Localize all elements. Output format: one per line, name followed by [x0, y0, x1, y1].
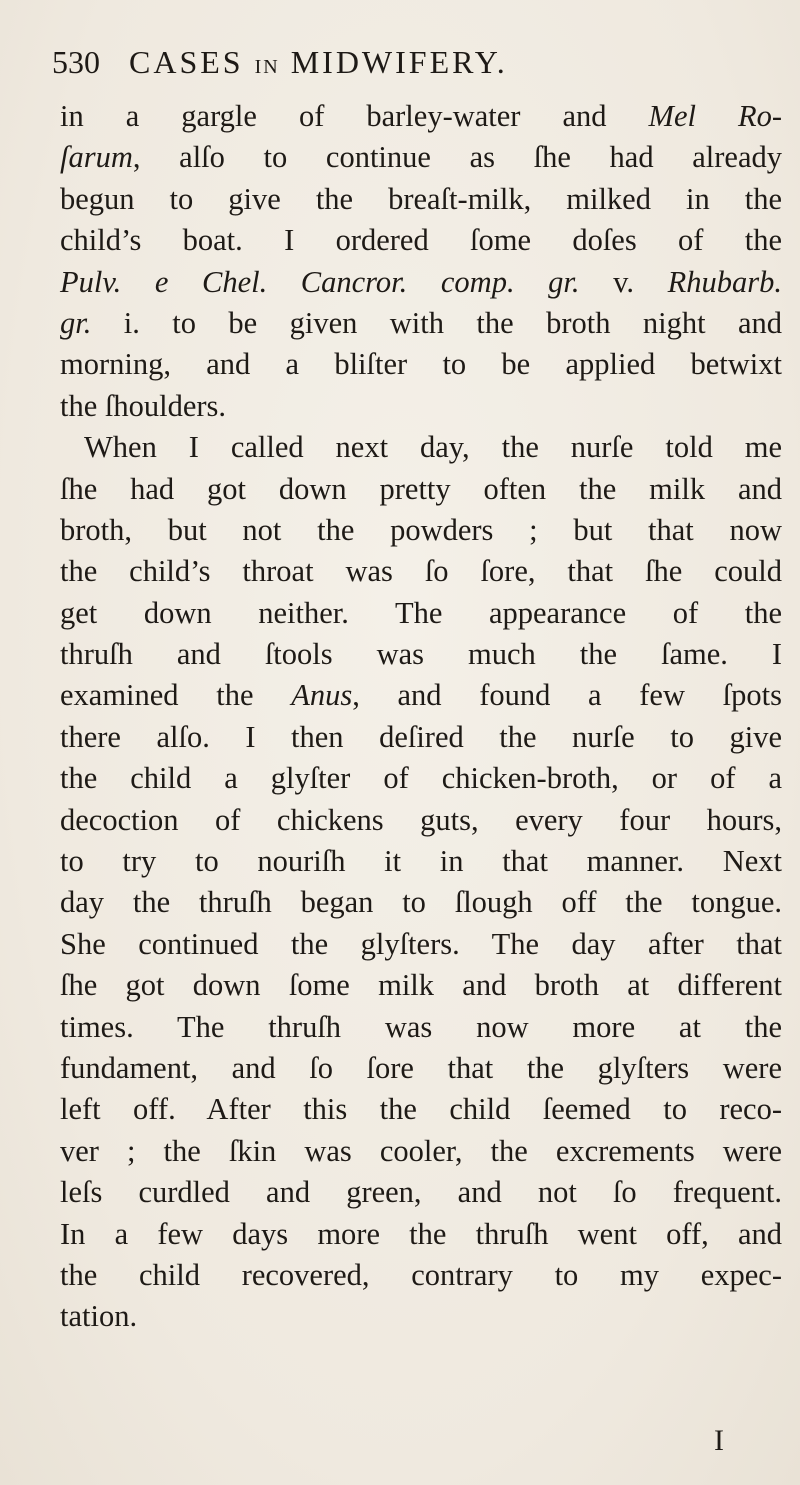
text-run: examined the — [60, 678, 292, 713]
text-run: , alſo to continue as ſhe had already — [132, 140, 782, 175]
italic-text-run: Pulv. e Chel. Cancror. comp. gr. — [60, 264, 580, 299]
text-line — [60, 1048, 782, 1089]
text-line — [60, 841, 782, 882]
text-run: In a few days more the thruſh went off, and — [60, 1216, 782, 1251]
text-line — [60, 1089, 782, 1130]
text-line — [60, 1172, 782, 1213]
text-line — [60, 924, 782, 965]
text-line — [60, 1214, 782, 1255]
text-run: day the thruſh began to ſlough off the tongue. — [60, 885, 782, 920]
text-line — [60, 965, 782, 1006]
running-header — [52, 44, 752, 92]
text-run: ſhe had got down pretty often the milk and — [60, 471, 782, 506]
text-run: tation. — [60, 1299, 138, 1334]
italic-text-run: Anus — [291, 678, 353, 713]
text-run: begun to give the breaſt-milk, milked in the — [60, 181, 782, 216]
text-run: child’s boat. I ordered ſome doſes of the — [60, 223, 782, 258]
text-run: ſhe got down ſome milk and broth at different — [60, 968, 782, 1003]
text-run: the child recovered, contrary to my expec- — [60, 1257, 782, 1292]
text-line — [60, 675, 782, 716]
text-line — [60, 551, 782, 592]
text-line — [60, 1296, 782, 1337]
running-title-in: IN — [254, 56, 280, 78]
text-run: She continued the glyſters. The day after that — [60, 926, 782, 961]
text-run: the child’s throat was ſo ſore, that ſhe could — [60, 554, 782, 589]
text-run: leſs curdled and green, and not ſo frequent. — [60, 1175, 782, 1210]
text-line — [60, 179, 782, 220]
text-run: left off. After this the child ſeemed to reco- — [60, 1092, 782, 1127]
text-run: in a gargle of barley-water and — [60, 99, 649, 133]
text-line — [60, 1131, 782, 1172]
text-line — [60, 427, 782, 468]
text-run: the ſhoulders. — [60, 388, 227, 423]
text-run: , and found a few ſpots — [352, 678, 782, 713]
text-line — [60, 1255, 782, 1296]
text-line — [60, 469, 782, 510]
text-line — [60, 593, 782, 634]
text-line — [60, 262, 782, 303]
text-run: decoction of chickens guts, every four hours, — [60, 802, 782, 837]
text-run: fundament, and ſo ſore that the glyſters were — [60, 1050, 782, 1085]
text-run: ver ; the ſkin was cooler, the excrements were — [60, 1133, 782, 1168]
text-run: get down neither. The appearance of the — [60, 595, 782, 630]
text-line — [60, 96, 782, 137]
body-text — [60, 96, 782, 1338]
text-line — [60, 1007, 782, 1048]
text-run: broth, but not the powders ; but that now — [60, 512, 782, 547]
text-line — [60, 717, 782, 758]
text-line — [60, 758, 782, 799]
text-run: i. to be given with the broth night and — [91, 305, 782, 340]
text-run: the child a glyſter of chicken-broth, or of a — [60, 761, 782, 796]
catchword: I — [714, 1424, 724, 1457]
italic-text-run: Mel Ro- — [648, 99, 782, 133]
text-run: to try to nouriſh it in that manner. Next — [60, 844, 782, 879]
text-run: thruſh and ſtools was much the ſame. I — [60, 637, 782, 672]
text-run: times. The thruſh was now more at the — [60, 1009, 782, 1044]
running-title-cases: CASES — [129, 44, 244, 80]
text-line — [60, 137, 782, 178]
text-line — [60, 634, 782, 675]
text-line — [60, 344, 782, 385]
text-run: morning, and a bliſter to be applied betwixt — [60, 347, 782, 382]
text-run: there alſo. I then deſired the nurſe to give — [60, 719, 782, 754]
text-line — [60, 303, 782, 344]
text-line — [60, 800, 782, 841]
italic-text-run: gr. — [60, 305, 92, 340]
text-line — [60, 386, 782, 427]
italic-text-run: Rhubarb. — [667, 264, 782, 299]
text-run: v. — [579, 264, 668, 299]
page-number: 530 — [52, 44, 100, 80]
text-line — [60, 882, 782, 923]
text-line — [60, 220, 782, 261]
italic-text-run: ſarum — [60, 140, 133, 175]
running-title-midwifery: MIDWIFERY. — [290, 44, 508, 80]
text-run: When I called next day, the nurſe told me — [84, 430, 782, 465]
text-line — [60, 510, 782, 551]
